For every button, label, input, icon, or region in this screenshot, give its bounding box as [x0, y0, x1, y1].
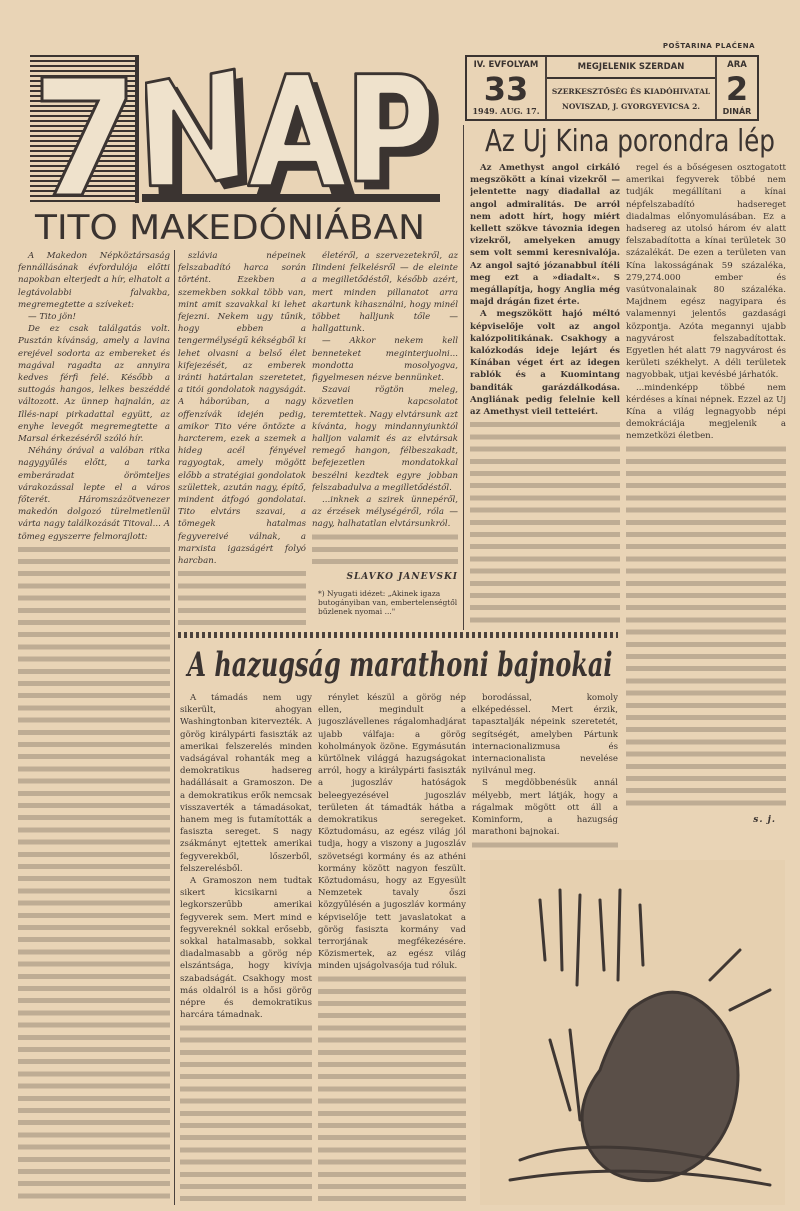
- section-divider: [178, 632, 618, 638]
- paragraph: — Tito jön!: [18, 311, 170, 323]
- currency: DINÁR: [722, 107, 752, 116]
- hazugsag-column-1: [180, 692, 312, 1205]
- paragraph: rénylet készül a görög nép ellen, megindult a jugoszlávellenes rágalomhadjárat ujabb válfaja: a görög koholmányok özöne. Egymásután kürtölnek világgá hazugságokat arról, hogy a királypárti fasiszták a jugoszláv hatóságok beleegyezésével jugoszláv területen át támadták hátba a demokratikus seregeket. Köztudomásu, az egész világ jól tudja, hogy a viszony a jugoszláv szövetségi kormány és az athéni kormány között nagyon feszült. Köztudomásu, hogy az Egyesült Nemzetek tavaly őszi közgyűlésén a jugoszláv kormány képviselője tett javaslatokat a görög fasiszta kormány vad terrorjának megfékezésére. Közismertek, az egész világ minden ujságolvasója tud róluk.: [318, 693, 466, 972]
- paragraph: ...inknek a szirek ünnepéről, az érzések mélységéről, róla — nagy, halhatatlan elvtársunkról.: [312, 495, 458, 530]
- paragraph: S megdöbbenésük annál mélyebb, mert látják, hogy a rágalmak mögött ott áll a Kominform, a hazugság marathoni bajnokai.: [472, 778, 618, 838]
- tito-column-2: [178, 250, 306, 628]
- kina-signature: s. j.: [753, 815, 776, 825]
- paragraph: regel és a bőségesen osztogatott amerikai fegyverek többé nem tudják megállítani a kínai népfelszabadító hadsereget diadalmas előnyomulásában. Ez a hadsereg az utolsó három év alatt felszabadította a kínai területek 30 százalékát. De ezen a területen van Kína lakosságának 59 százaléka, 279,274.000 ember és vasútvonalainak 80 százaléka. Majdnem egész nagyipara és valamennyi jelentős gazdasági központja. Azóta megannyi ujabb nagyvárost felszabadítottak. Egyetlen hét alatt 79 nagyvárost és kerületi székhelyt. A déli területek nagyobbak, utjai kevésbé járhatók.: [626, 163, 786, 381]
- column-rule: [463, 125, 464, 630]
- volume: IV. ÉVFOLYAM: [473, 60, 539, 70]
- hazugsag-column-2: [318, 692, 466, 1205]
- logo-seven-glyph: [30, 55, 135, 203]
- box-divider: [547, 77, 715, 79]
- kina-column-1: [470, 162, 620, 628]
- tito-signature: SLAVKO JANEVSKI: [346, 572, 458, 582]
- logo-nap: [145, 55, 445, 195]
- frequency: MEGJELENIK SZERDÁN: [577, 62, 685, 72]
- tito-headline-box: [20, 205, 440, 247]
- paragraph: De ez csak találgatás volt. Pusztán kívánság, amely a lavina erejével sodorta az embereket és magával ragadta az annyira kedves férfi felé. Később a suttogás hangos, lelkes beszéddé változott. Az ünnep hajnalán, az Illés-napi pirkadattal együtt, az enyhe levegőt megremegtette a Marsal érkezéséről szóló hír.: [18, 324, 170, 445]
- tito-headline: TITO MAKEDÓNIÁBAN: [35, 208, 405, 248]
- postage-note: POŠTARINA PLAĆENA: [662, 42, 755, 50]
- paragraph: Néhány órával a valóban ritka nagygyűlés előtt, a tarka emberáradat örömteljes várakozással lepte el a város főterét. Háromszázötvenezer makedón dolgozó türelmetlenül várta nagy találkozását Titoval... A tömeg egyszerre felmorajlott:: [18, 446, 170, 542]
- paragraph: életéről, a szervezetekről, az Ilindeni felkelésről — de eleinte a megilletődéstől, később azért, mert minden pillanatot arra akartunk kihasználni, hogy minél többet halljunk tőle — hallgattunk.: [312, 251, 458, 335]
- price: 2: [725, 72, 749, 106]
- paragraph: ...mindenképp többé nem kérdéses a kínai népnek. Ezzel az Uj Kína a világ legnagyobb népi demokráciája megjelenik a nemzetközi életben.: [626, 382, 786, 442]
- paragraph: A támadás nem ugy sikerült, ahogyan Washingtonban kitervezték. A görög királypárti fasiszták az amerikai felszerelés minden vadságával rohanták meg a demokratikus hadsereg hadállásait a Gramoszon. De a demokratikus erők nemcsak visszaverték a támadásokat, hanem meg is futamították a fasiszta sereget. S nagy zsákmányt ejtettek amerikai fegyverekből, lőszerből, felszerelésből.: [180, 693, 312, 874]
- woodcut-illustration: [480, 860, 785, 1205]
- hazugsag-headline: A hazugság marathoni bajnokai: [185, 645, 613, 685]
- paragraph: Az Amethyst angol cirkáló megszökött a kínai vizekről — jelentette nagy diadallal az angol admiralitás. De arról nem adott hírt, hogy miért kellett szökve távoznia idegen vizekről, amelyeken amugy sem volt semmi keresnivalója. Az angol sajtó józanabbul ítéli meg ezt a »diadalt«. S megállapítja, hogy Anglia még majd drágán fizet érte.: [470, 163, 620, 308]
- hazugsag-headline-box: [180, 640, 620, 686]
- logo-rule: [142, 194, 440, 202]
- tito-column-1: [18, 250, 170, 1205]
- hazugsag-column-3: [472, 692, 618, 850]
- logo-seven: [30, 55, 139, 203]
- tito-footnote: *) Nyugati idézet: „Akinek igaza butogányiban van, embertelenségtől bűzlenek nyomai ...": [318, 589, 458, 616]
- kina-column-2: [626, 162, 786, 808]
- kina-headline: Az Uj Kina porondra lép: [485, 124, 775, 159]
- paragraph: A megszökött hajó méltó képviselője volt az angol kalózpolitikának. Csakhogy a kalózkodás ideje lejárt és Kínában véget ért az idegen rablók és a Kuomintang banditák garázdálkodása. Angliának pedig felelnie kell az Amethyst vieil tetteiért.: [470, 309, 620, 418]
- paragraph: A Makedon Népköztársaság fennállásának évfordulója előtti napokban elterjedt a hír, elhatolt a legtávolabbi falvakba, megremegtette a szíveket:: [18, 251, 170, 310]
- tito-column-3: [312, 250, 458, 567]
- price-label: ÁRA: [727, 60, 747, 70]
- office: SZERKESZTŐSÉG ÉS KIADÓHIVATAL: [551, 87, 711, 96]
- paragraph: szlávia népeinek felszabadító harca során történt. Ezekben a szemekben sokkal több van, mint amit szavakkal ki lehet fejezni. Nekem ugy tűnik, hogy ebben a tengermélységű kékségből ki lehet olvasni a belső élet kifejezését, az emberek iránti határtalan szeretetet, a titói gondolatok nagyságát. A háborúban, a nagy offenzívák idején pedig, amikor Tito vére öntözte a harctereт, ezek a szemek a hideg acél fényével ragyogtak, amely mögött előbb a stratégiai gondolatok születtek, azután nagy, építő, mindent átfogó gondolatai. Tito elvtárs szavai, a tömegek hatalmas fegyvereivé válnak, a marxista igazságért folyó harcban.: [178, 251, 306, 567]
- column-rule: [174, 250, 175, 1205]
- issue-date: 1949. AUG. 17.: [472, 106, 540, 116]
- kina-headline-box: [470, 122, 790, 158]
- paragraph: Szavai rögtön meleg, közvetlen kapcsolatot teremtettek. Nagy elvtársunk azt kívánta, hogy mindannyiunktól halljon valamit és az elvtársak remegő hangon, félbeszakadt, befejezetlen mondatokkal beszélni kezdtek egyre jobban felszabadulva a megilletődéstől.: [312, 385, 458, 493]
- address: NOVISZAD, J. GYORGYEVICSA 2.: [562, 102, 700, 111]
- paragraph: A Gramoszon nem tudtak sikert kicsikarni a legkorszerűbb amerikai fegyverek sem. Mert mind e fegyvereknél sokkal erősebb, sokkal hatalmasabb, sokkal diadalmasabb a görög nép elszántsága, hogy kivívja szabadságát. Csakhogy most más oldalról is a hősi görög népre és demokratikus harcára támadnak.: [180, 876, 312, 1021]
- paragraph: borodással, komoly elképedéssel. Mert érzik, tapasztalják népeink szeretetét, segítségét, amelyben Pártunk internacionalizmusa és internacionalista nevelése nyilvánul meg.: [472, 693, 618, 777]
- masthead-info-box: [465, 55, 759, 121]
- paragraph: — Akkor nekem kell benneteket meginterjuolni... mondotta mosolyogva, figyelmesen nézve bennünket.: [312, 336, 458, 384]
- issue-number: 33: [483, 72, 529, 106]
